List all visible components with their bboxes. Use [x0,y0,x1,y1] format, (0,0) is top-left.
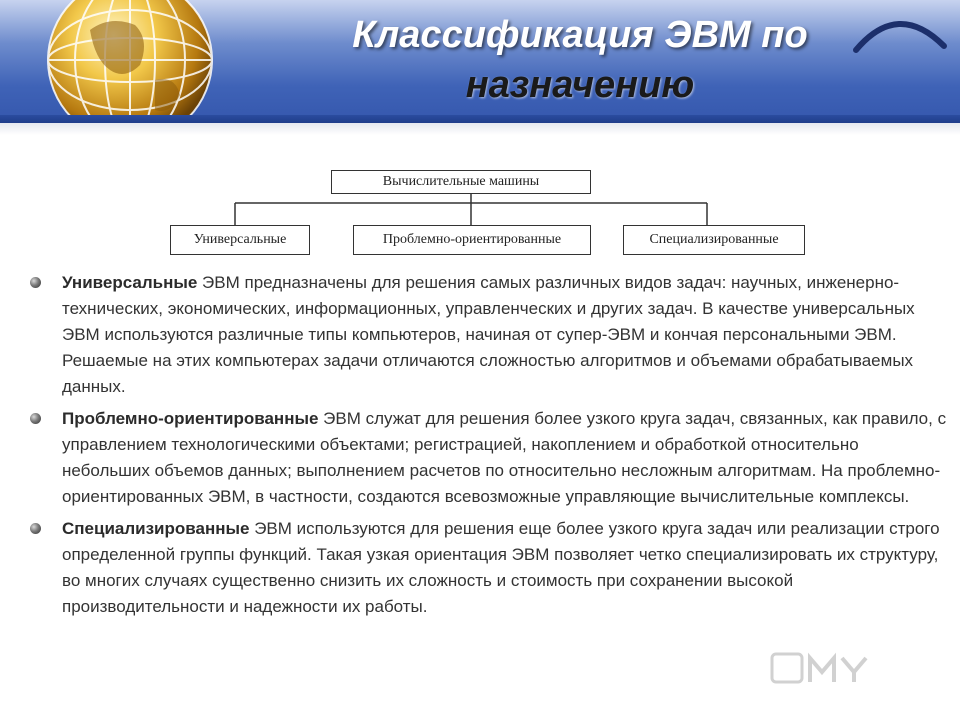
diagram-root-box: Вычислительные машины [331,170,591,194]
bullet-text: ЭВМ используются для решения еще более узкого круга задач или реализации строго определенной группы функций. Такая узкая ориентация ЭВМ позволяет четко специализировать их структуру, во многих случаях существенно снизить их сложность и стоимость при сохранении высокой производительности и надежности их работы. [62,519,940,616]
bullet-term: Специализированные [62,519,250,538]
bullet-icon [30,413,41,424]
bullet-list [28,270,948,626]
diagram-child-specialized: Специализированные [623,225,805,255]
slide-header [0,0,960,123]
bullet-text: ЭВМ предназначены для решения самых различных видов задач: научных, инженерно-технических, экономических, информационных, управленческих и других задач. В качестве универсальных ЭВМ используются различные типы компьютеров, начиная от супер-ЭВМ и кончая персональными ЭВМ. Решаемые на этих компьютерах задачи отличаются сложностью алгоритмов и объемами обрабатываемых данных. [62,273,915,396]
bullet-item-universal [28,270,948,400]
classification-diagram [160,165,820,265]
bullet-text: ЭВМ служат для решения более узкого круга задач, связанных, как правило, с управлением технологическими объектами; регистрацией, накоплением и обработкой относительно небольших объемов данных; выполнением расчетов по относительно несложным алгоритмам. На проблемно-ориентированных ЭВМ, в частности, создаются всевозможные управляющие вычислительные комплексы. [62,409,947,506]
bullet-icon [30,277,41,288]
diagram-child-problem-oriented: Проблемно-ориентированные [353,225,591,255]
globe-icon [40,0,220,123]
bullet-item-specialized [28,516,948,620]
bullet-term: Проблемно-ориентированные [62,409,319,428]
bullet-icon [30,523,41,534]
bullet-term: Универсальные [62,273,198,292]
diagram-child-universal: Универсальные [170,225,310,255]
header-shadow [0,123,960,135]
slide-title [230,10,930,110]
myshared-logo [770,650,920,699]
watermark-logo-icon [770,650,920,690]
decorative-arc-icon [848,6,948,56]
bullet-item-problem-oriented [28,406,948,510]
header-divider [0,115,960,123]
title-line-2: назначению [465,64,695,106]
title-line-1: Классификация ЭВМ по [352,14,808,56]
